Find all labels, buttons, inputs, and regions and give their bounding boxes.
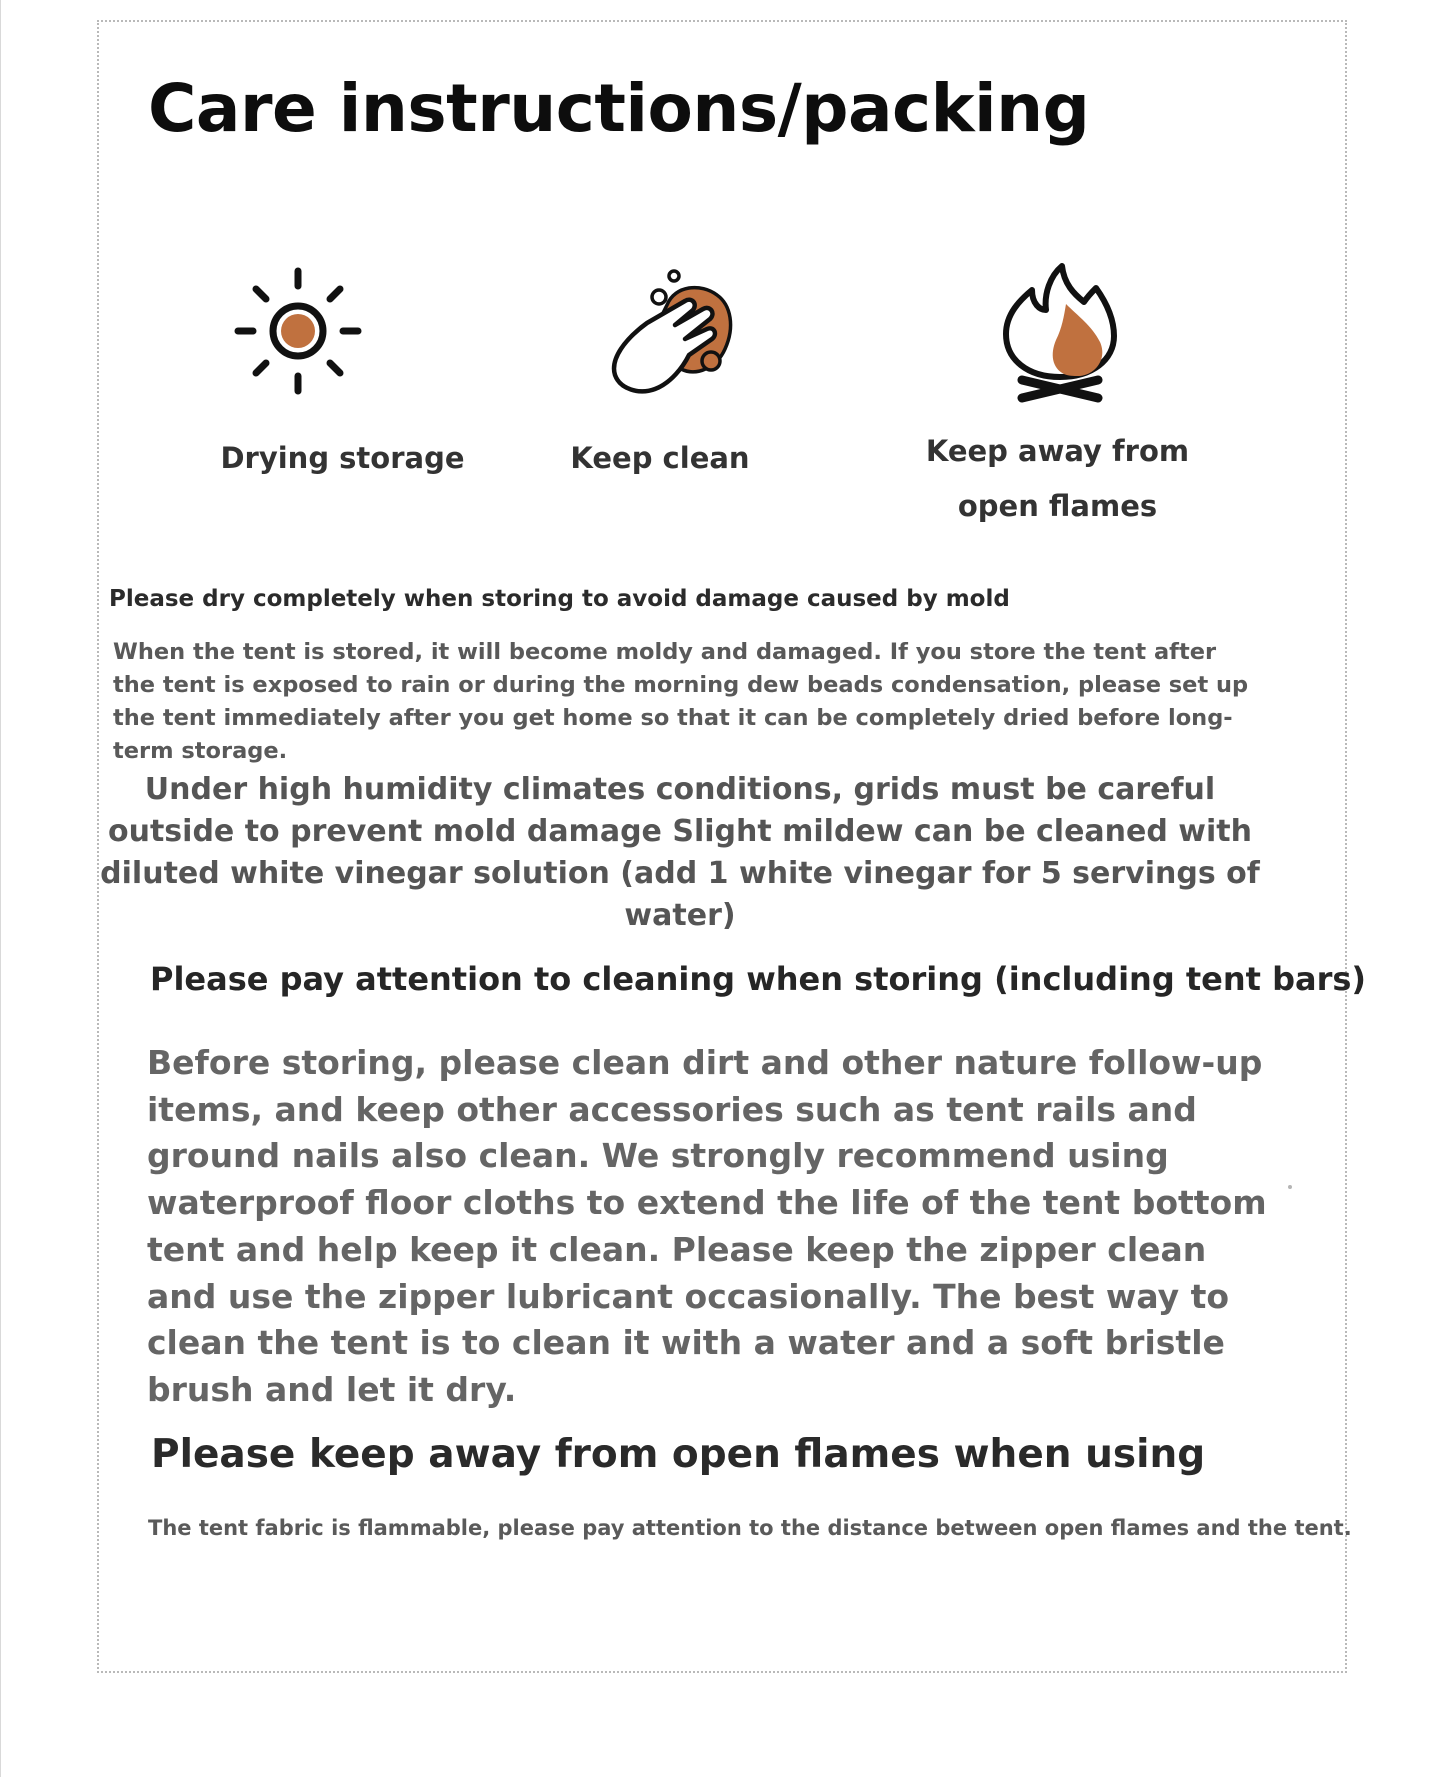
clean-heading: Please pay attention to cleaning when storing (including tent bars) [150, 960, 1367, 998]
caption-keep-clean: Keep clean [570, 441, 750, 475]
page-edge [0, 0, 1, 1777]
dry-note: Under high humidity climates conditions, grids must be careful outside to prevent mold damage Slight mildew can be cleaned with diluted white vinegar solution (add 1 white vinegar for 5 servings of water) [100, 772, 1260, 933]
page-title: Care instructions/packing [148, 70, 1090, 147]
dry-heading: Please dry completely when storing to avoid damage caused by mold [109, 586, 1010, 612]
washing-hands-icon [605, 265, 740, 400]
flames-body: The tent fabric is flammable, please pay attention to the distance between open flames and the tent. [148, 1516, 1352, 1540]
clean-body: Before storing, please clean dirt and other nature follow-up items, and keep other accessories such as tent rails and ground nails also clean. We strongly recommend using waterproof floor cloths to extend the life of the tent bottom tent and help keep it clean. Please keep the zipper clean and use the zipper lubricant occasionally. The best way to clean the tent is to clean it with a water and a soft bristle brush and let it dry. [147, 1043, 1267, 1409]
speck [1288, 1185, 1292, 1189]
caption-keep-away-flames: Keep away from open flames [925, 434, 1190, 523]
dry-body: When the tent is stored, it will become moldy and damaged. If you store the tent after the tent is exposed to rain or during the morning dew beads condensation, please set up the tent immediately after you get home so that it can be completely dried before long-term storage. [113, 639, 1249, 764]
caption-drying-storage: Drying storage [220, 441, 465, 475]
sun-icon [232, 265, 364, 397]
campfire-icon [1000, 262, 1120, 407]
flames-heading: Please keep away from open flames when using [151, 1432, 1206, 1477]
